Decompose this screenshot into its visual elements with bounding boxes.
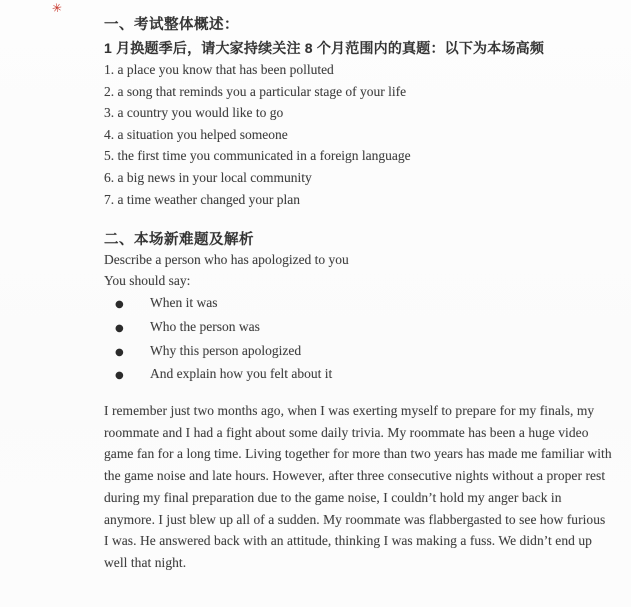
topic-list-item: 4. a situation you helped someone <box>104 126 288 142</box>
bullet-item <box>115 363 332 387</box>
sample-answer-paragraph <box>104 400 612 574</box>
cue-card-bullets <box>115 292 332 387</box>
topic-list-item: 3. a country you would like to go <box>104 105 284 121</box>
answer-line: roommate and I had a fight about some daily trivia. My roommate has been a huge video <box>104 424 589 440</box>
section2-heading: 二、本场新难题及解析 <box>104 232 254 248</box>
bullet-text: When it was <box>150 295 218 310</box>
bullet-text: Why this person apologized <box>150 342 302 358</box>
cue-card-prompt: You should say: <box>104 273 191 288</box>
topic-list-item: 1. a place you know that has been polluted <box>104 62 334 77</box>
answer-line: the game noise and late hours. However, after three consecutive nights without a proper rest <box>104 468 606 484</box>
answer-line: anymore. I just blew up all of a sudden. My roommate was flabbergasted to see how furious <box>104 511 606 527</box>
topic-list-item: 7. a time weather changed your plan <box>104 191 301 207</box>
topic-list-item: 5. the first time you communicated in a foreign language <box>104 148 411 164</box>
section1-heading: 一、考试整体概述： <box>104 17 239 33</box>
topic-list-item: 6. a big news in your local community <box>104 169 312 185</box>
answer-line: game fan for a long time. Living together for more than two years has made me familiar with <box>104 446 612 462</box>
bullet-icon: ● <box>115 370 124 382</box>
bullet-item <box>115 340 332 364</box>
topic-list-item: 2. a song that reminds you a particular stage of your life <box>104 83 407 99</box>
bullet-text: And explain how you felt about it <box>150 366 333 382</box>
section1-subheading: 1 月换题季后，请大家持续关注 8 个月范围内的真题：以下为本场高频 <box>104 40 545 56</box>
answer-line: I remember just two months ago, when I was exerting myself to prepare for my finals, my <box>104 403 595 418</box>
bullet-icon: ● <box>115 346 124 358</box>
bullet-icon: ● <box>115 322 124 334</box>
answer-line: well that night. <box>104 554 187 570</box>
cue-card-topic: Describe a person who has apologized to you <box>104 252 349 267</box>
bullet-item <box>115 316 332 340</box>
answer-line: during my final preparation due to the game noise, I couldn’t hold my anger back in <box>104 489 562 505</box>
bullet-item <box>115 292 332 316</box>
bullet-text: Who the person was <box>150 318 260 334</box>
bullet-icon: ● <box>115 299 124 310</box>
red-annotation-icon: ✳ <box>50 0 64 16</box>
topic-list <box>104 59 411 210</box>
answer-line: I was. He answered back with an attitude, thinking I was making a fuss. We didn’t end up <box>104 533 592 549</box>
